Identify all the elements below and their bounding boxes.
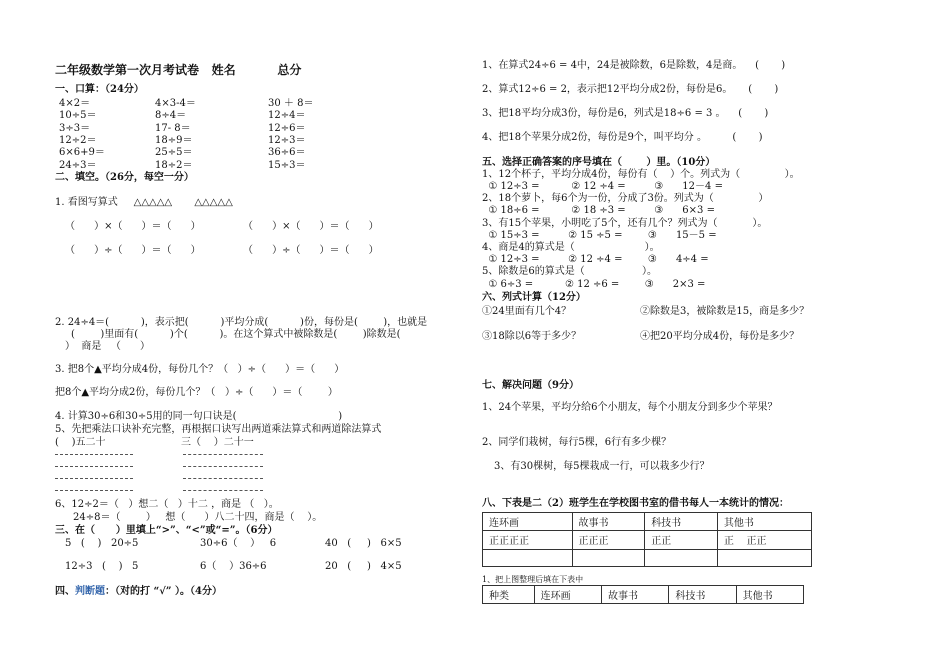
- oral-calc-item: 30 ＋ 8＝: [268, 98, 314, 109]
- table-cell: [572, 550, 645, 567]
- q6-line-1: 6、12÷2＝（ ）想二（ ）十二 ，商是 （ ）。: [55, 499, 279, 510]
- choice-1-options: ① 12÷3 = ② 12 ÷4 = ③ 12－4 =: [482, 181, 723, 192]
- table-header-cell: 故事书: [602, 586, 669, 604]
- answer-line: [183, 490, 263, 491]
- choice-2-options: ① 18÷6 = ② 18 ÷3 = ③ 6×3 =: [482, 205, 715, 216]
- table-row: [483, 513, 812, 531]
- compare-6: 20 ( ) 4×5: [325, 561, 402, 572]
- choice-1: 1、12个杯子，平均分成4份，每份有（ ）个。列式为（ ）。: [482, 169, 800, 180]
- table-note: 1、把上图整理后填在下表中: [482, 575, 584, 584]
- choice-5-options: ① 6÷3 = ② 12 ÷6 = ③ 2×3 =: [482, 279, 706, 290]
- choice-3-options: ① 15÷3 = ② 15 ÷5 = ③ 15－5 =: [482, 230, 717, 241]
- choice-4: 4、商是4的算式是（ ）。: [482, 242, 660, 253]
- choice-2: 2、18个萝卜，每6个为一份，分成了3份。列式为（ ）: [482, 193, 769, 204]
- q5-rhyme-a: ( )五二十: [55, 437, 106, 448]
- q4-text: 4. 计算30÷6和30÷5用的同一句口诀是( ): [55, 411, 343, 422]
- section-8-heading: 八、下表是二（2）班学生在学校图书室的借书每人一本统计的情况：: [482, 498, 789, 509]
- oral-calc-item: 18÷9＝: [155, 134, 193, 146]
- table-header-cell: 连环画: [483, 513, 573, 531]
- answer-line: [55, 478, 133, 479]
- oral-calc-item: 36÷6＝: [268, 147, 306, 159]
- judge-3: 3、把18平均分成3份，每份是6，列式是18÷6 = 3 。 ( ): [482, 108, 769, 119]
- triangle-group-1: △△△△△: [133, 197, 173, 208]
- oral-calc-item: 10÷5＝: [59, 110, 97, 122]
- tally-cell: 正正正正: [483, 531, 573, 550]
- exam-title: 二年级数学第一次月考试卷: [55, 63, 200, 77]
- table-header-cell: 故事书: [572, 513, 645, 531]
- q2-line-3: ） 商是 （ ）: [65, 341, 150, 352]
- oral-calc-item: 12÷4＝: [268, 110, 306, 122]
- summary-table: [482, 585, 804, 604]
- oral-calc-item: 4×3-4＝: [155, 98, 196, 109]
- compare-3: 40 ( ) 6×5: [325, 538, 402, 549]
- q1-formula-3: （ ）÷（ ）＝（ ）: [65, 245, 201, 256]
- section-6-heading: 六、列式计算（12分）: [482, 292, 586, 303]
- exam-title-line: [55, 64, 301, 76]
- section-1-heading: 一、口算：（24分）: [55, 84, 144, 95]
- oral-calc-item: 6×6+9＝: [59, 147, 105, 159]
- name-label: 姓名: [211, 63, 236, 77]
- choice-5: 5、除数是6的算式是（ ）。: [482, 266, 657, 277]
- q1-text: 1. 看图写算式 △△△△△ △△△△△: [55, 197, 233, 208]
- table-cell: [717, 550, 811, 567]
- table-header-cell: 连环画: [534, 586, 601, 604]
- section-7-heading: 七、解决问题（9分）: [482, 380, 579, 391]
- table-row: [483, 550, 812, 567]
- oral-calc-item: 12÷6＝: [268, 122, 306, 134]
- section-4-heading: 四、判断题：（对的打 “√” ）。（4分）: [55, 586, 222, 597]
- table-row: [483, 586, 804, 604]
- oral-calc-item: 24÷3＝: [59, 159, 97, 171]
- calc-problem-1: ①24里面有几个4？: [482, 306, 572, 317]
- answer-line: [183, 478, 263, 479]
- q1-formula-2: （ ）×（ ）＝（ ）: [243, 221, 379, 232]
- oral-calc-item: 3÷3＝: [59, 122, 91, 134]
- section-3-heading: 三、在（ ）里填上“>”、“<”或“=”。（6分）: [55, 525, 278, 536]
- q2-line-2: ( )里面有( )个( )。在这个算式中被除数是( )除数是(: [71, 329, 401, 340]
- triangle-group-2: △△△△△: [194, 197, 233, 208]
- table-header-cell: 科技书: [669, 586, 736, 604]
- section-5-heading: 五、选择正确答案的序号填在（ ）里。（10分）: [482, 157, 716, 168]
- oral-calc-item: 12÷2＝: [59, 134, 97, 146]
- tally-cell: 正正正: [572, 531, 645, 550]
- judge-2: 2、算式12÷6 = 2，表示把12平均分成2份，每份是6。 ( ): [482, 84, 779, 95]
- table-header-cell: 其他书: [736, 586, 803, 604]
- answer-line: [55, 490, 133, 491]
- table-row: [483, 531, 812, 550]
- judge-4: 4、把18个苹果分成2份，每份是9个，叫平均分 。 ( ): [482, 132, 763, 143]
- q2-line-1: 2. 24÷4＝( )，表示把( )平均分成( )份，每份是( )，也就是: [55, 317, 428, 328]
- table-cell: [483, 550, 573, 567]
- oral-calc-item: 12÷3＝: [268, 134, 306, 146]
- answer-line: [55, 466, 133, 467]
- answer-line: [183, 454, 263, 455]
- compare-5: 6（ ）36÷6: [200, 561, 267, 572]
- table-header-cell: 科技书: [645, 513, 718, 531]
- tally-table: [482, 512, 812, 567]
- oral-calc-item: 25÷5＝: [155, 147, 193, 159]
- q5-rhyme-b: 三（ ）二十一: [181, 437, 254, 448]
- table-cell: [645, 550, 718, 567]
- choice-4-options: ① 12÷3 = ② 12 ÷4 = ③ 4÷4 =: [482, 254, 709, 265]
- q3-line-2: 把8个▲平均分成2份，每份几个？（ ）÷（ ）＝（ ）: [55, 387, 338, 398]
- tally-cell: 正 正正: [717, 531, 811, 550]
- q5-text: 5、先把乘法口诀补充完整，再根据口诀写出两道乘法算式和两道除法算式: [55, 424, 382, 435]
- answer-line: [183, 466, 263, 467]
- compare-1: 5 ( ) 20÷5: [65, 538, 139, 549]
- calc-problem-4: ④把20平均分成4份，每份是多少？: [640, 331, 800, 342]
- q1-formula-4: （ ）÷（ ）＝（ ）: [243, 245, 379, 256]
- oral-calc-item: 18÷2＝: [155, 159, 193, 171]
- judge-1: 1、在算式24÷6 = 4中，24是被除数，6是除数，4是商。 ( ): [482, 60, 786, 71]
- oral-calc-item: 8÷4＝: [155, 110, 187, 122]
- choice-3: 3、有15个苹果，小明吃了5个，还有几个？列式为（ ）。: [482, 218, 768, 229]
- word-problem-2: 2、同学们栽树，每行5棵，6行有多少棵？: [482, 437, 672, 448]
- calc-problem-3: ③18除以6等于多少？: [482, 331, 582, 342]
- compare-4: 12÷3 ( ) 5: [65, 561, 139, 572]
- q3-line-1: 3. 把8个▲平均分成4份，每份几个？（ ）÷（ ）＝（ ）: [55, 364, 345, 375]
- q6-line-2: 24÷8＝（ ） 想（ ）八二十四，商是（ ）。: [73, 512, 323, 523]
- table-header-cell: 其他书: [717, 513, 811, 531]
- oral-calc-item: 17- 8＝: [155, 122, 191, 134]
- oral-calc-item: 15÷3＝: [268, 159, 306, 171]
- oral-calc-item: 4×2＝: [59, 98, 91, 109]
- tally-cell: 正正: [645, 531, 718, 550]
- table-header-cell: 种类: [483, 586, 535, 604]
- q1-formula-1: （ ）×（ ）＝（ ）: [65, 221, 201, 232]
- compare-2: 30÷6（ ） 6: [200, 538, 277, 549]
- word-problem-1: 1、24个苹果，平均分给6个小朋友，每个小朋友分到多少个苹果？: [482, 402, 778, 413]
- word-problem-3: 3、有30棵树，每5棵栽成一行，可以栽多少行？: [494, 461, 710, 472]
- answer-line: [55, 454, 133, 455]
- calc-problem-2: ②除数是3，被除数是15，商是多少？: [640, 306, 810, 317]
- section-2-heading: 二、填空。（26分，每空一分）: [55, 172, 194, 183]
- score-label: 总分: [277, 63, 302, 77]
